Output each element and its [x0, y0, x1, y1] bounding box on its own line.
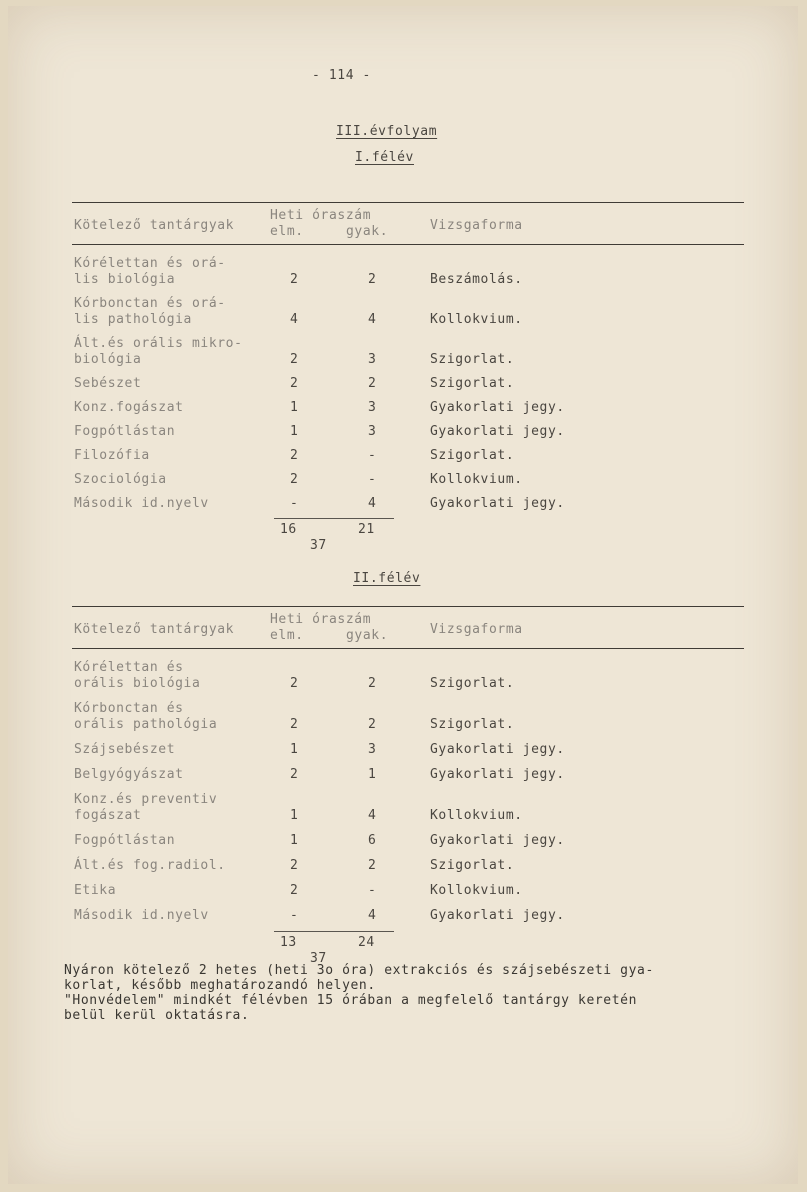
page-number: - 114 -: [312, 68, 371, 83]
table-row-exam: Gyakorlati jegy.: [430, 767, 565, 782]
table-row-subject: Sebészet: [74, 376, 142, 391]
table-row-subject: Filozófia: [74, 448, 150, 463]
table-row-exam: Szigorlat.: [430, 676, 515, 691]
table-row-exam: Szigorlat.: [430, 858, 515, 873]
note-line: "Honvédelem" mindkét félévben 15 órában a megfelelő tantárgy keretén: [64, 993, 638, 1008]
sum-elm: 16: [280, 522, 297, 537]
header-exam: Vizsgaforma: [430, 622, 523, 637]
header-hours: Heti óraszám: [270, 612, 372, 627]
table-row-elm: 2: [290, 376, 299, 391]
table-row-subject: Ált.és fog.radiol.: [74, 858, 226, 873]
table-row-subject: Kórbonctan és orális pathológia: [74, 701, 218, 732]
table-row-exam: Gyakorlati jegy.: [430, 496, 565, 511]
table-row-elm: 2: [290, 717, 299, 732]
semester-2-title: II.félév: [353, 571, 421, 586]
table-row-elm: 4: [290, 312, 299, 327]
table-row-gyak: 4: [368, 808, 377, 823]
table-row-subject: Ált.és orális mikro- biológia: [74, 336, 243, 367]
table-row-gyak: 3: [368, 424, 377, 439]
table-row-subject: Szájsebészet: [74, 742, 176, 757]
sum-gyak: 21: [358, 522, 375, 537]
table-row-gyak: 4: [368, 908, 377, 923]
table-row-exam: Beszámolás.: [430, 272, 523, 287]
header-gyak: gyak.: [346, 628, 389, 643]
table-row-elm: 1: [290, 808, 299, 823]
header-bottom-rule: [72, 244, 744, 245]
table-row-exam: Kollokvium.: [430, 808, 523, 823]
sum-elm: 13: [280, 935, 297, 950]
table-row-elm: 1: [290, 424, 299, 439]
note-line: belül kerül oktatásra.: [64, 1008, 250, 1023]
table-row-gyak: 2: [368, 717, 377, 732]
table-row-elm: 1: [290, 833, 299, 848]
sum-gyak: 24: [358, 935, 375, 950]
table-row-elm: 2: [290, 858, 299, 873]
table-row-gyak: -: [368, 472, 377, 487]
table-row-subject: Kórélettan és orá- lis biológia: [74, 256, 226, 287]
table-top-rule: [72, 202, 744, 203]
sum-rule: [274, 518, 394, 519]
table-row-elm: -: [290, 908, 299, 923]
document-page: [8, 6, 798, 1184]
table-row-subject: Fogpótlástan: [74, 833, 176, 848]
header-exam: Vizsgaforma: [430, 218, 523, 233]
header-hours: Heti óraszám: [270, 208, 372, 223]
table-row-gyak: 3: [368, 400, 377, 415]
note-line: korlat, később meghatározandó helyen.: [64, 978, 376, 993]
table-row-elm: 2: [290, 472, 299, 487]
sum-total: 37: [310, 538, 327, 553]
table-row-subject: Konz.és preventiv fogászat: [74, 792, 218, 823]
table-row-elm: 1: [290, 400, 299, 415]
table-row-gyak: 6: [368, 833, 377, 848]
header-subject: Kötelező tantárgyak: [74, 622, 235, 637]
table-row-exam: Szigorlat.: [430, 448, 515, 463]
table-row-exam: Kollokvium.: [430, 472, 523, 487]
table-row-elm: 2: [290, 352, 299, 367]
table-row-elm: 2: [290, 883, 299, 898]
table-row-elm: 2: [290, 448, 299, 463]
table-row-exam: Gyakorlati jegy.: [430, 400, 565, 415]
table-row-gyak: 2: [368, 858, 377, 873]
table-row-elm: 2: [290, 767, 299, 782]
table-row-exam: Gyakorlati jegy.: [430, 742, 565, 757]
table-row-subject: Etika: [74, 883, 117, 898]
table-row-elm: 2: [290, 676, 299, 691]
table-row-exam: Gyakorlati jegy.: [430, 908, 565, 923]
table-row-gyak: 4: [368, 312, 377, 327]
header-elm: elm.: [270, 224, 304, 239]
table-row-gyak: 1: [368, 767, 377, 782]
table-row-exam: Gyakorlati jegy.: [430, 424, 565, 439]
year-title: III.évfolyam: [336, 124, 438, 139]
table-row-elm: 2: [290, 272, 299, 287]
header-gyak: gyak.: [346, 224, 389, 239]
table-row-subject: Második id.nyelv: [74, 496, 209, 511]
table-row-gyak: 3: [368, 742, 377, 757]
table-row-subject: Konz.fogászat: [74, 400, 184, 415]
semester-1-title: I.félév: [355, 150, 414, 165]
table-row-exam: Szigorlat.: [430, 352, 515, 367]
table-row-subject: Második id.nyelv: [74, 908, 209, 923]
table-row-gyak: 3: [368, 352, 377, 367]
notes: [64, 963, 654, 1023]
table-row-subject: Belgyógyászat: [74, 767, 184, 782]
table-row-gyak: 2: [368, 676, 377, 691]
table-row-gyak: -: [368, 448, 377, 463]
table-row-subject: Fogpótlástan: [74, 424, 176, 439]
table-row-gyak: 2: [368, 272, 377, 287]
table-row-subject: Szociológia: [74, 472, 167, 487]
table-row-exam: Kollokvium.: [430, 312, 523, 327]
table-row-exam: Kollokvium.: [430, 883, 523, 898]
sum-total: 37: [310, 951, 327, 966]
header-bottom-rule: [72, 648, 744, 649]
table-row-exam: Szigorlat.: [430, 376, 515, 391]
table-row-elm: 1: [290, 742, 299, 757]
table-row-gyak: -: [368, 883, 377, 898]
table-row-exam: Gyakorlati jegy.: [430, 833, 565, 848]
header-elm: elm.: [270, 628, 304, 643]
table-row-subject: Kórélettan és orális biológia: [74, 660, 201, 691]
table-top-rule: [72, 606, 744, 607]
table-row-gyak: 4: [368, 496, 377, 511]
sum-rule: [274, 931, 394, 932]
table-row-exam: Szigorlat.: [430, 717, 515, 732]
header-subject: Kötelező tantárgyak: [74, 218, 235, 233]
table-row-elm: -: [290, 496, 299, 511]
table-row-subject: Kórbonctan és orá- lis pathológia: [74, 296, 226, 327]
note-line: Nyáron kötelező 2 hetes (heti 3o óra) extrakciós és szájsebészeti gya-: [64, 963, 654, 978]
table-row-gyak: 2: [368, 376, 377, 391]
